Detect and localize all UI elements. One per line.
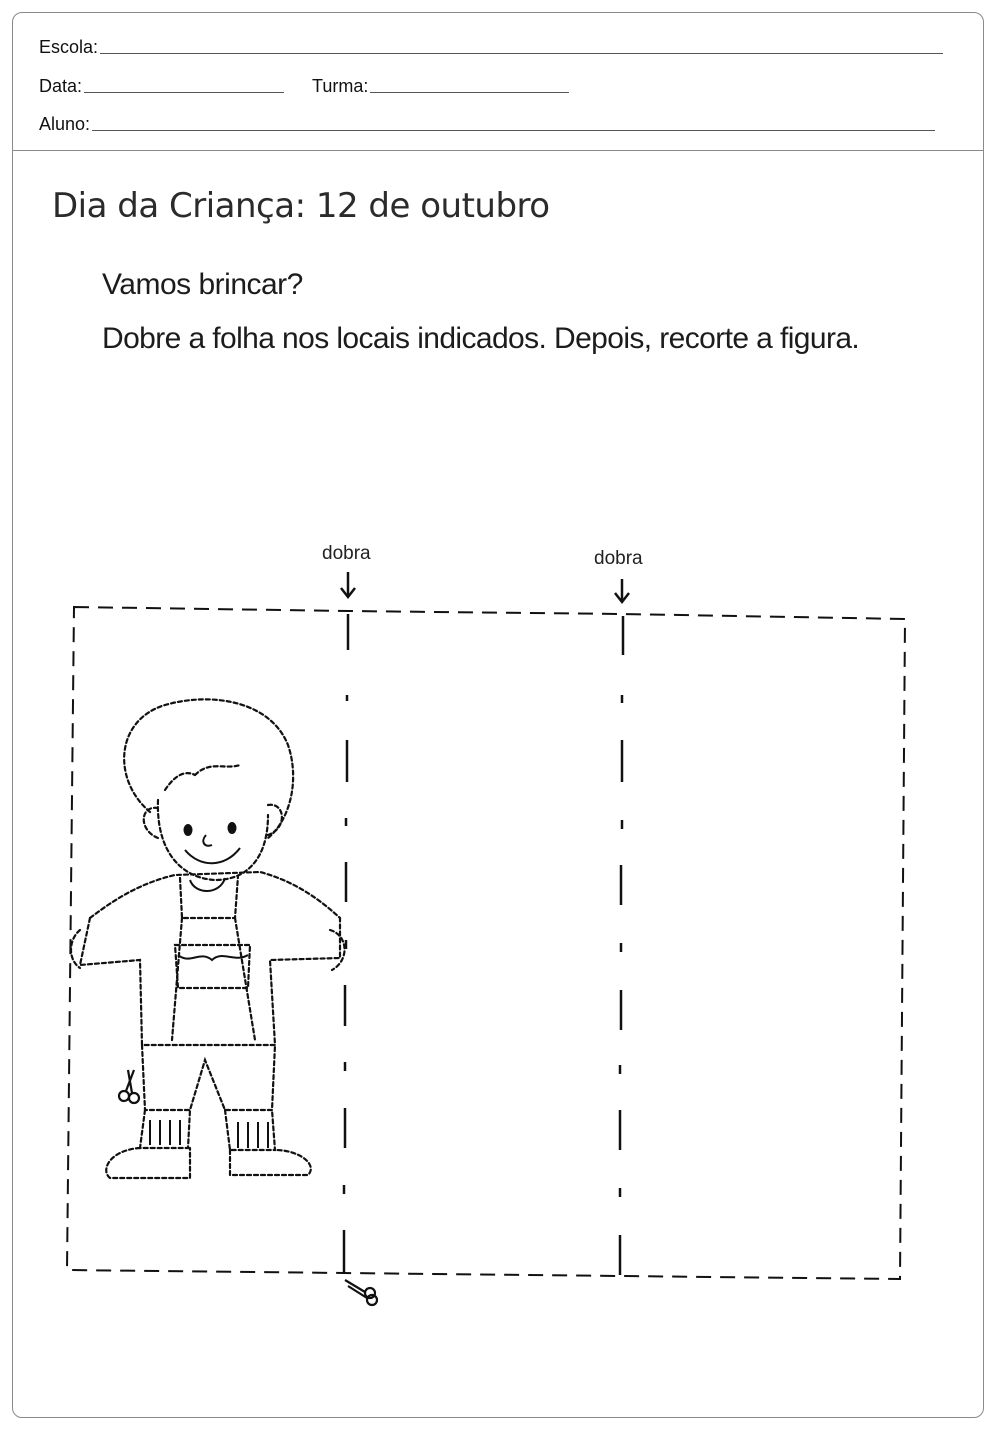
fold-line-left [344,614,348,1272]
arrow-down-icon [341,572,355,597]
date-label: Data: [39,76,83,96]
fold-label-left: dobra [322,543,371,564]
fold-label-right: dobra [594,548,643,569]
boy-figure [71,699,345,1178]
student-label: Aluno: [39,114,91,134]
cut-outline [67,607,905,1279]
fold-line-right [620,616,623,1275]
worksheet-instruction: Dobre a folha nos locais indicados. Depois, recorte a figura. [102,322,860,355]
worksheet-subtitle: Vamos brincar? [102,268,303,301]
school-label: Escola: [39,37,99,57]
worksheet-title: Dia da Criança: 12 de outubro [52,186,550,226]
scissors-icon [119,1070,139,1103]
scissors-icon [345,1280,377,1305]
arrow-down-icon [615,579,629,602]
class-label: Turma: [312,76,369,96]
